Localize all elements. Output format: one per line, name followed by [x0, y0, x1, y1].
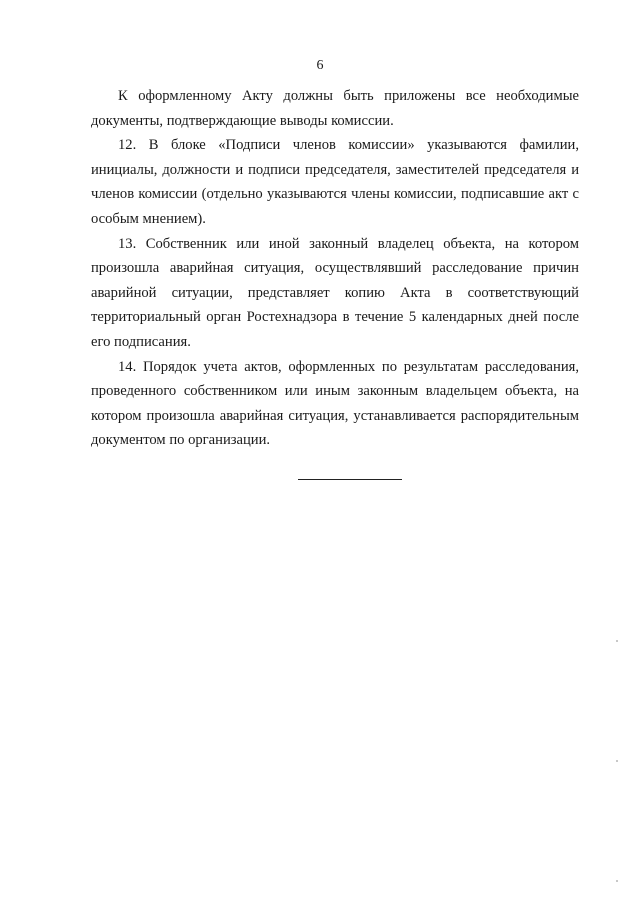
paragraph-12-signatures: 12. В блоке «Подписи членов комиссии» указываются фамилии, инициалы, должности и подписи председателя, заместителей председателя и членов комиссии (отдельно указываются члены комиссии, подписавшие акт с особым мнением). — [91, 137, 579, 227]
page-number: 6 — [316, 58, 324, 73]
scan-artifact — [616, 880, 618, 882]
paragraph-attachments: К оформленному Акту должны быть приложены все необходимые документы, подтверждающие выводы комиссии. — [91, 88, 579, 129]
scan-artifact — [616, 640, 618, 642]
paragraph-13-act-copy: 13. Собственник или иной законный владелец объекта, на котором произошла аварийная ситуация, осуществлявший расследование причин аварийной ситуации, представляет копию Акта в соответствующий территориальный орган Ростехнадзора в течение 5 календарных дней после его подписания. — [91, 235, 579, 350]
document-body — [91, 84, 579, 453]
paragraph-14-accounting-order: 14. Порядок учета актов, оформленных по результатам расследования, проведенного собственником или иным законным владельцем объекта, на котором произошла аварийная ситуация, устанавливается распорядительным документом по организации. — [91, 358, 579, 449]
end-separator-line — [298, 479, 402, 480]
scan-artifact — [616, 760, 618, 762]
